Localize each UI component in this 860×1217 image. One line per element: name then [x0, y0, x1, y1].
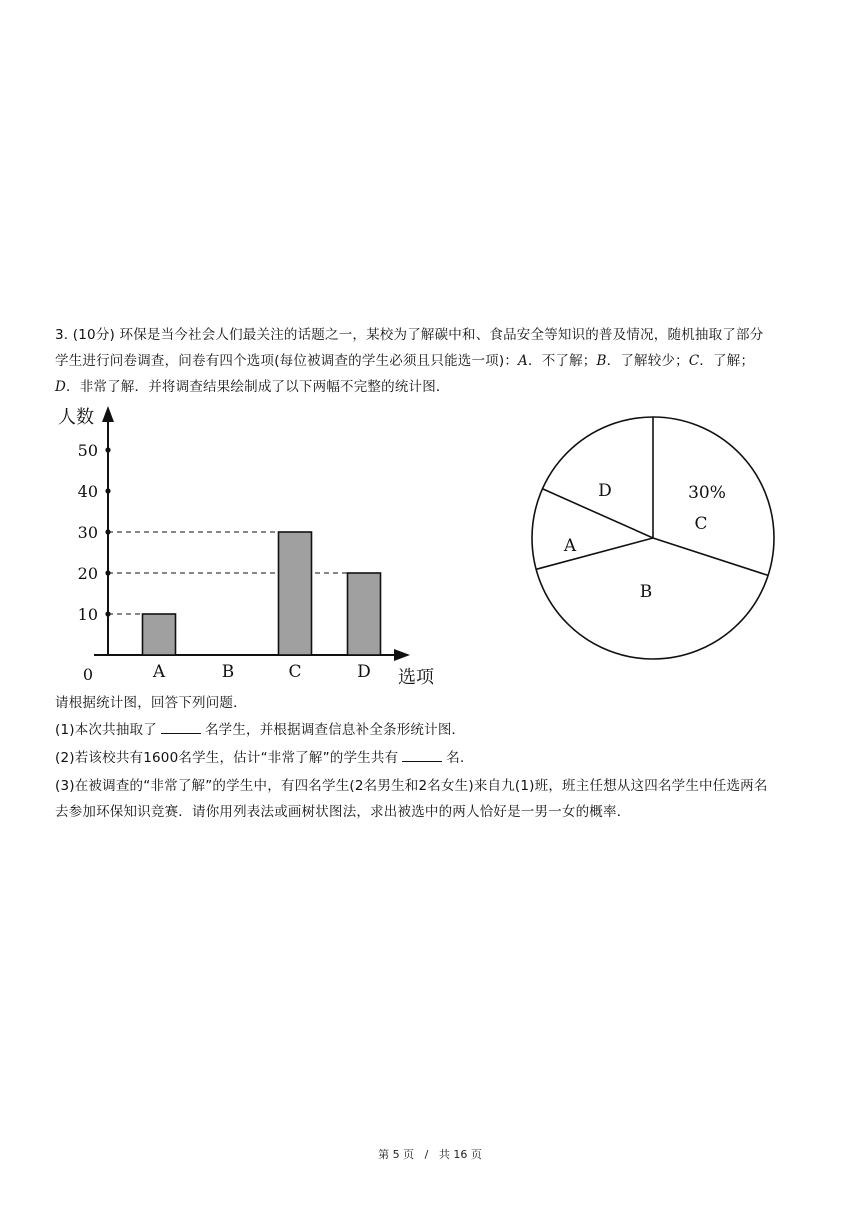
- question-stem: [55, 322, 805, 400]
- x-category-label-D: D: [357, 662, 371, 682]
- subquestion-3-line-2: 去参加环保知识竞赛．请你用列表法或画树状图法，求出被选中的两人恰好是一男一女的概率．: [55, 804, 631, 820]
- pie-label-a: A: [563, 536, 577, 556]
- instructions: 请根据统计图，回答下列问题．: [55, 695, 247, 711]
- footer-total-prefix: 共: [438, 1148, 450, 1161]
- pie-label-c: C: [694, 514, 708, 534]
- answer-blank-2[interactable]: [402, 746, 442, 762]
- question-score: (10分): [72, 327, 115, 343]
- stem-line-2: [55, 348, 805, 374]
- stem-text-2: 学生进行问卷调查，问卷有四个选项(每位被调查的学生必须且只能选一项)：: [55, 353, 519, 369]
- origin-label: 0: [82, 665, 94, 684]
- subquestion-1-text: (1)本次共抽取了: [55, 722, 157, 738]
- y-tick-label-40: 40: [77, 482, 98, 501]
- x-category-label-B: B: [221, 662, 235, 682]
- bar-chart: [50, 400, 450, 692]
- y-tick-dot-50: [105, 447, 110, 452]
- x-category-label-A: A: [152, 662, 166, 682]
- y-tick-label-20: 20: [77, 564, 98, 583]
- pie-label-d: D: [598, 481, 612, 501]
- stem-line-1: [55, 322, 805, 348]
- option-b-letter: B: [596, 353, 607, 369]
- y-tick-label-10: 10: [77, 605, 98, 624]
- y-tick-label-30: 30: [77, 523, 98, 542]
- pie-label-c-percent: 30%: [688, 483, 726, 503]
- option-a-letter: A: [518, 353, 528, 369]
- x-category-label-C: C: [288, 662, 302, 682]
- footer-slash: /: [424, 1148, 429, 1161]
- answer-blank-1[interactable]: [161, 718, 201, 734]
- option-c-letter: C: [688, 353, 700, 369]
- stem-text-1: 环保是当今社会人们最关注的话题之一，某校为了解碳中和、食品安全等知识的普及情况，随机抽取了部分: [119, 327, 764, 343]
- bar-C: [279, 532, 312, 655]
- option-c-text: ．了解；: [699, 353, 755, 369]
- subquestion-3-line-1: (3)在被调查的“非常了解”的学生中，有四名学生(2名男生和2名女生)来自九(1)班，班主任想从这四名学生中任选两名: [55, 778, 768, 794]
- pie-chart: [525, 410, 780, 665]
- bar-chart-xlabel: 选项: [398, 667, 434, 688]
- option-a-text: ．不了解；: [528, 353, 597, 369]
- sub-questions: [55, 690, 805, 825]
- bar-A: [143, 614, 176, 655]
- subquestion-1-text-end: 名学生，并根据调查信息补全条形统计图．: [204, 722, 466, 738]
- footer-total-number: 16: [453, 1148, 468, 1161]
- subquestion-2-text: (2)若该校共有1600名学生，估计“非常了解”的学生共有: [55, 750, 399, 766]
- footer-total-suffix: 页: [470, 1148, 482, 1161]
- y-tick-dot-40: [105, 488, 110, 493]
- bar-D: [348, 573, 381, 655]
- x-axis-arrow: [394, 649, 410, 661]
- y-axis-arrow: [102, 406, 114, 422]
- footer-page-suffix: 页: [403, 1148, 415, 1161]
- option-d-letter: D: [55, 379, 67, 395]
- pie-label-b: B: [639, 582, 653, 602]
- question-number: 3.: [55, 327, 69, 343]
- stem-line-3: [55, 374, 805, 400]
- subquestion-2: [55, 745, 805, 771]
- y-tick-label-50: 50: [77, 441, 98, 460]
- option-b-text: ．了解较少；: [606, 353, 689, 369]
- page-footer: [0, 1146, 860, 1162]
- subquestion-2-text-end: 名．: [446, 750, 474, 766]
- subquestion-1: [55, 717, 805, 743]
- bar-chart-ylabel: 人数: [58, 407, 94, 428]
- footer-page-number: 5: [392, 1148, 400, 1161]
- stem-text-3: ．非常了解．并将调查结果绘制成了以下两幅不完整的统计图．: [66, 379, 450, 395]
- footer-page-prefix: 第: [378, 1148, 390, 1161]
